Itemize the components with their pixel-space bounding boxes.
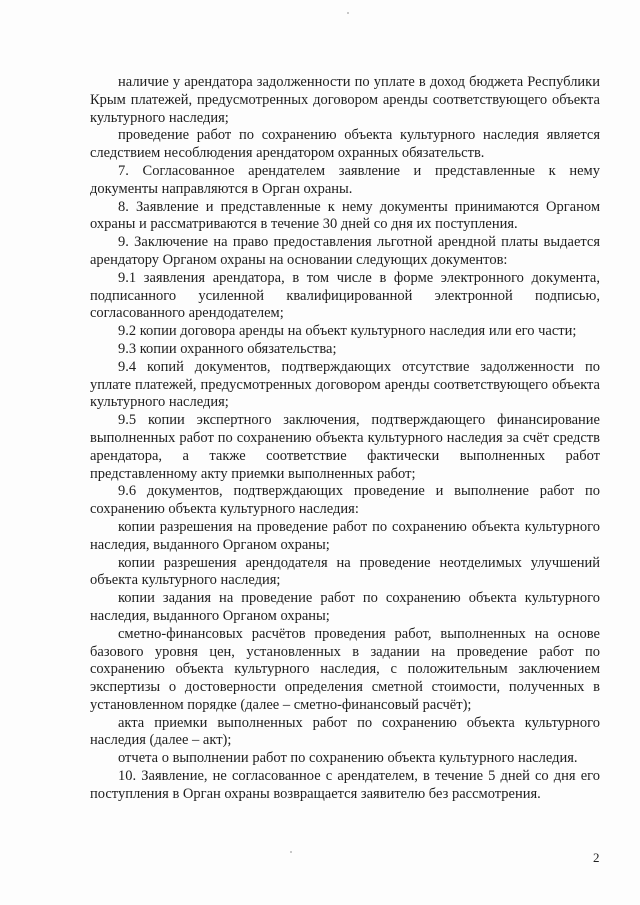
paragraph: проведение работ по сохранению объекта культурного наследия является следствием несоблюдения арендатором охранных обязательств. <box>90 127 600 162</box>
paragraph: копии разрешения на проведение работ по сохранению объекта культурного наследия, выданного Органом охраны; <box>90 518 600 553</box>
paragraph: копии разрешения арендодателя на проведение неотделимых улучшений объекта культурного наследия; <box>90 554 600 589</box>
paragraph: 9.3 копии охранного обязательства; <box>118 340 337 357</box>
body-text <box>90 74 600 804</box>
paragraph: 9.4 копий документов, подтверждающих отсутствие задолженности по уплате платежей, предусмотренных договором аренды соответствующего объекта культурного наследия; <box>90 358 600 411</box>
scan-speck <box>347 12 349 14</box>
scan-speck <box>290 851 292 853</box>
paragraph: 9.6 документов, подтверждающих проведение и выполнение работ по сохранению объекта культурного наследия: <box>90 483 600 518</box>
paragraph: наличие у арендатора задолженности по уплате в доход бюджета Республики Крым платежей, предусмотренных договором аренды соответствующего объекта культурного наследия; <box>90 74 600 126</box>
paragraph: акта приемки выполненных работ по сохранению объекта культурного наследия (далее – акт); <box>90 714 600 749</box>
page-number: 2 <box>593 850 600 865</box>
paragraph: сметно-финансовых расчётов проведения работ, выполненных на основе базового уровня цен, установленных в задании на проведение работ по сохранению объекта культурного наследия, с положительным заключением экспертизы о достоверности определения сметной стоимости, полученных в установленном порядке (далее – сметно-финансовый расчёт); <box>90 625 600 713</box>
paragraph: отчета о выполнении работ по сохранению объекта культурного наследия. <box>118 750 578 767</box>
paragraph: 9.5 копии экспертного заключения, подтверждающего финансирование выполненных работ по сохранению объекта культурного наследия за счёт средств арендатора, а также соответствие фактически выполненных работ представленному акту приемки выполненных работ; <box>90 412 600 482</box>
paragraph: 8. Заявление и представленные к нему документы принимаются Органом охраны и рассматриваются в течение 30 дней со дня их поступления. <box>90 198 600 233</box>
paragraph: 9.1 заявления арендатора, в том числе в форме электронного документа, подписанного усиленной квалифицированной электронной подписью, согласованного арендодателем; <box>90 269 600 322</box>
paragraph: 7. Согласованное арендателем заявление и представленные к нему документы направляются в Орган охраны. <box>90 162 600 197</box>
paragraph: 10. Заявление, не согласованное с арендателем, в течение 5 дней со дня его поступления в Орган охраны возвращается заявителю без рассмотрения. <box>90 768 600 802</box>
paragraph: 9.2 копии договора аренды на объект культурного наследия или его части; <box>118 323 577 340</box>
paragraph: копии задания на проведение работ по сохранению объекта культурного наследия, выданного Органом охраны; <box>90 590 600 624</box>
paragraph: 9. Заключение на право предоставления льготной арендной платы выдается арендатору Органом охраны на основании следующих документов: <box>90 234 600 268</box>
